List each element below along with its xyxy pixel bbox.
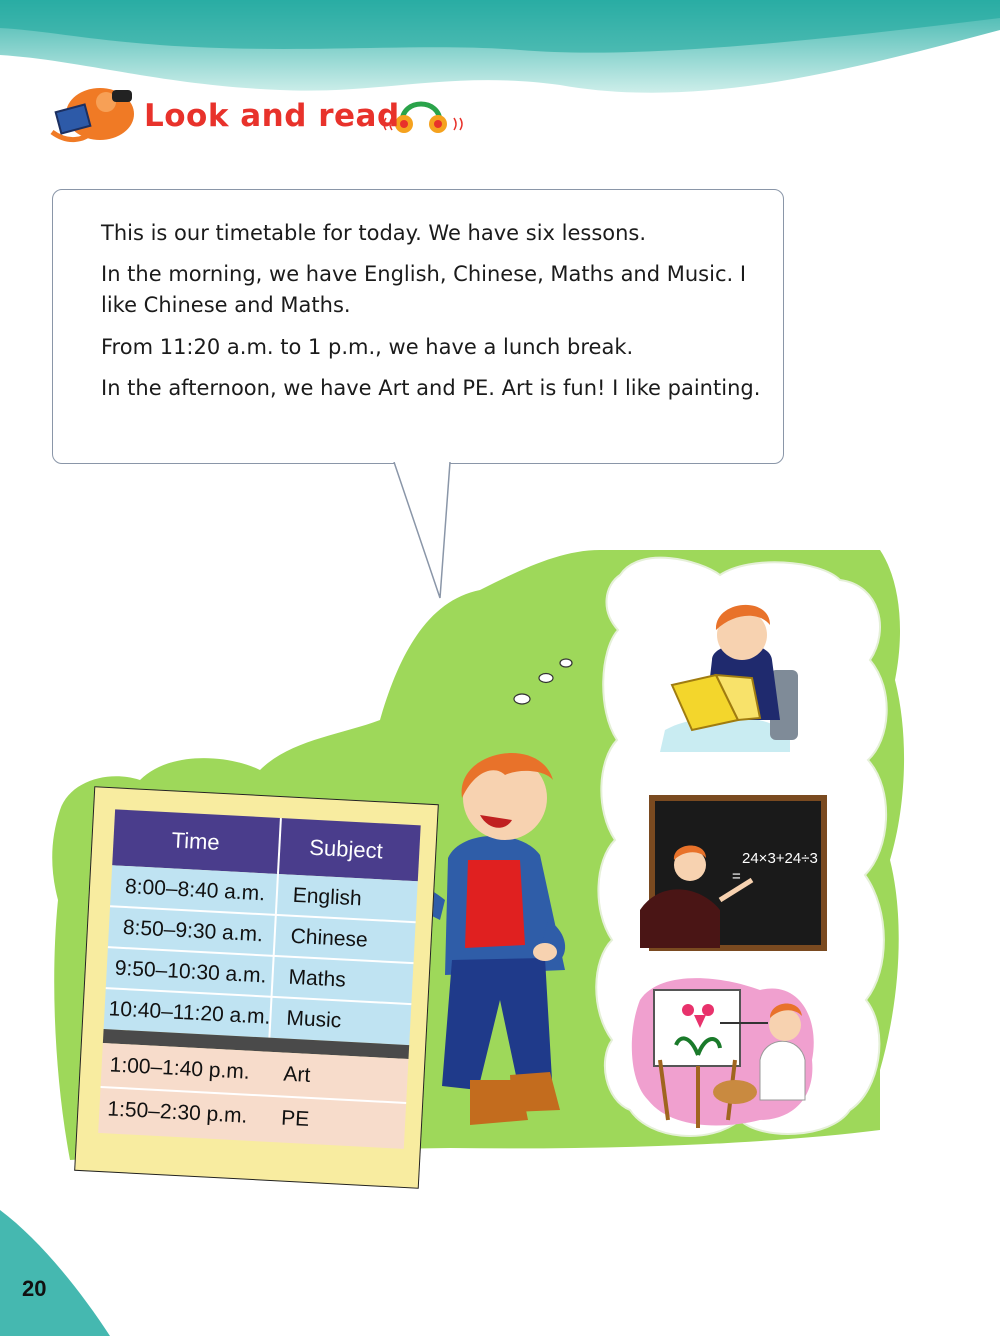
timetable-subject: PE	[280, 1106, 310, 1131]
timetable-subject: Music	[285, 1006, 342, 1033]
blackboard-expression: 24×3+24÷3	[742, 850, 818, 867]
timetable-header-subject: Subject	[308, 834, 384, 864]
blackboard-equals: =	[732, 868, 741, 885]
timetable-time: 9:50–10:30 a.m.	[114, 956, 267, 988]
timetable-time: 8:00–8:40 a.m.	[124, 875, 266, 906]
thought-dot	[539, 674, 553, 683]
timetable-subject: Maths	[287, 965, 347, 992]
timetable-time: 1:50–2:30 p.m.	[106, 1097, 248, 1128]
paragraph-4: In the afternoon, we have Art and PE. Art is fun! I like painting.	[101, 376, 761, 400]
timetable-subject: Chinese	[290, 924, 369, 952]
timetable-time: 8:50–9:30 a.m.	[122, 915, 264, 947]
timetable-header-time: Time	[170, 827, 221, 855]
boy-painting-flower-illustration	[632, 978, 814, 1128]
timetable-board	[74, 786, 439, 1189]
timetable-subject: Art	[282, 1062, 311, 1087]
paragraph-3: From 11:20 a.m. to 1 p.m., we have a lunch break.	[101, 335, 634, 359]
cat-reading-book-icon	[52, 88, 134, 140]
paragraph-2: In the morning, we have English, Chinese, Maths and Music. I like Chinese and Maths.	[101, 262, 747, 317]
timetable-time: 10:40–11:20 a.m.	[108, 997, 271, 1029]
timetable-subject: English	[292, 883, 363, 911]
thought-dot	[560, 659, 572, 667]
thought-dot	[514, 694, 530, 704]
page-number: 20	[22, 1276, 47, 1301]
section-title: Look and read	[144, 98, 400, 134]
paragraph-1: This is our timetable for today. We have six lessons.	[101, 221, 647, 245]
speech-bubble	[52, 189, 784, 464]
timetable-time: 1:00–1:40 p.m.	[109, 1053, 251, 1084]
bottom-corner-decoration	[0, 1210, 110, 1336]
